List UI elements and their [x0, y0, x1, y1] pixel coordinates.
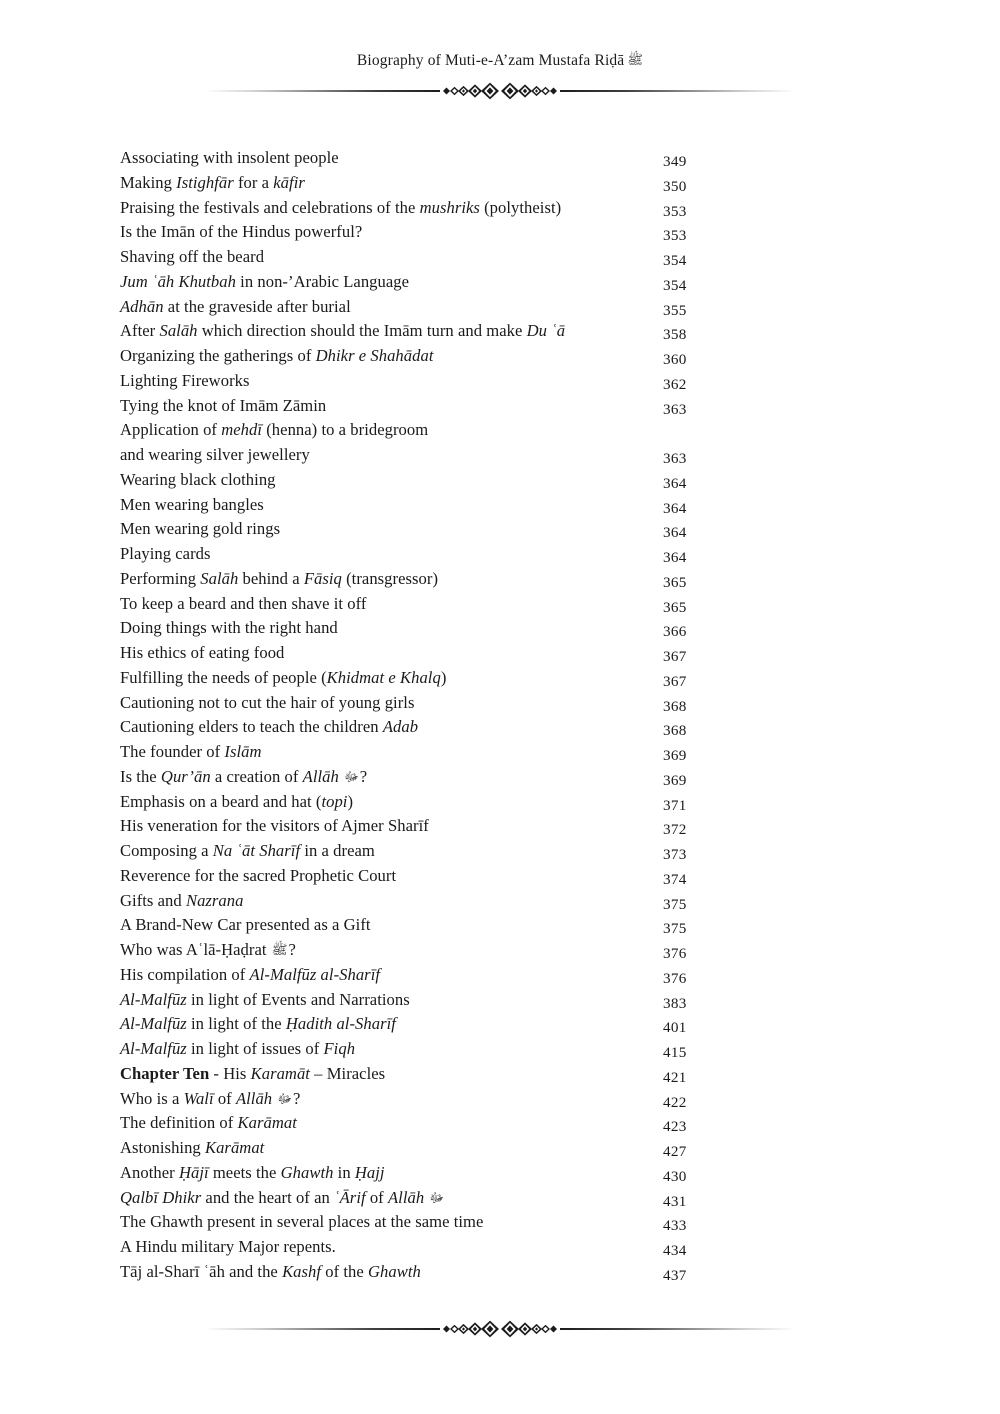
toc-entry-title: Application of mehdī (henna) to a bridegroom — [120, 420, 429, 440]
toc-entry-title: Who was Aʿlā-Ḥaḍrat ﷺ? — [120, 940, 296, 959]
rule-line-right — [560, 1328, 796, 1330]
toc-entry-page-number: 374 — [663, 870, 687, 888]
toc-entry-page-number: 354 — [663, 276, 687, 294]
toc-entry-title: and wearing silver jewellery — [120, 445, 310, 464]
toc-entry-page-number: 364 — [663, 474, 687, 492]
toc-entry-page-number: 358 — [663, 326, 687, 344]
toc-entry[interactable] — [120, 889, 760, 914]
toc-entry[interactable] — [120, 245, 760, 270]
toc-entry[interactable] — [120, 938, 760, 963]
toc-entry[interactable] — [120, 1260, 760, 1285]
toc-entry[interactable] — [120, 1111, 760, 1136]
toc-entry-page-number: 365 — [663, 573, 687, 591]
toc-entry-page-number: 423 — [663, 1118, 687, 1136]
toc-entry[interactable] — [120, 196, 760, 221]
table-of-contents — [120, 146, 760, 1285]
toc-entry-title: Is the Imān of the Hindus powerful? — [120, 222, 363, 242]
diamond-chain-ornament-icon — [441, 1319, 559, 1339]
toc-entry-page-number: 427 — [663, 1143, 687, 1160]
toc-entry-title: The Ghawth present in several places at the same time — [120, 1212, 484, 1232]
toc-entry-page-number: 367 — [663, 672, 687, 690]
toc-entry-page-number: 401 — [663, 1019, 687, 1037]
ornament-divider-top — [0, 78, 1000, 104]
toc-entry-title: Al-Malfūz in light of issues of Fiqh — [120, 1039, 356, 1058]
toc-entry-page-number: 376 — [663, 945, 687, 962]
toc-entry-page-number: 372 — [663, 821, 687, 839]
toc-entry-page-number: 375 — [663, 895, 687, 913]
toc-entry[interactable] — [120, 641, 760, 666]
toc-entry[interactable] — [120, 592, 760, 617]
toc-entry[interactable] — [120, 715, 760, 740]
toc-entry[interactable] — [120, 1210, 760, 1235]
toc-entry-page-number: 360 — [663, 351, 687, 368]
toc-entry[interactable] — [120, 1087, 760, 1112]
toc-entry-page-number: 437 — [663, 1266, 687, 1284]
toc-entry-page-number: 431 — [663, 1192, 687, 1210]
toc-entry[interactable] — [120, 418, 760, 443]
toc-entry[interactable] — [120, 1136, 760, 1161]
toc-entry[interactable] — [120, 517, 760, 542]
toc-entry-title: Emphasis on a beard and hat (topi) — [120, 791, 354, 811]
toc-entry-title: Wearing black clothing — [120, 469, 276, 489]
toc-entry[interactable] — [120, 369, 760, 394]
toc-entry-title: Performing Salāh behind a Fāsiq (transgressor) — [120, 568, 439, 588]
toc-entry-title: After Salāh which direction should the Imām turn and make Du ʿā — [120, 321, 566, 341]
toc-entry[interactable] — [120, 1186, 760, 1211]
toc-entry[interactable] — [120, 913, 760, 938]
toc-entry-page-number: 371 — [663, 796, 687, 814]
toc-entry[interactable] — [120, 1235, 760, 1260]
toc-entry-title: Tāj al-Sharī ʿāh and the Kashf of the Ghawth — [120, 1261, 421, 1281]
toc-entry-title: Shaving off the beard — [120, 247, 265, 266]
toc-entry[interactable] — [120, 542, 760, 567]
toc-entry-page-number: 375 — [663, 920, 687, 938]
toc-entry-title: Playing cards — [120, 544, 211, 563]
toc-entry[interactable] — [120, 963, 760, 988]
toc-entry-page-number: 353 — [663, 202, 687, 220]
toc-entry-page-number: 368 — [663, 722, 687, 740]
toc-entry[interactable] — [120, 864, 760, 889]
toc-entry[interactable] — [120, 1037, 760, 1062]
toc-entry-title: Chapter Ten - His Karamāt – Miracles — [120, 1063, 386, 1083]
toc-entry-title: Cautioning not to cut the hair of young girls — [120, 692, 415, 712]
toc-entry-title: Adhān at the graveside after burial — [120, 296, 351, 316]
toc-entry[interactable] — [120, 740, 760, 765]
toc-entry-title: Jum ʿāh Khutbah in non-’Arabic Language — [120, 271, 410, 291]
toc-entry-page-number: 364 — [663, 524, 687, 542]
running-header — [0, 52, 1000, 71]
toc-entry[interactable] — [120, 988, 760, 1013]
toc-entry-title: Making Istighfār for a kāfir — [120, 172, 305, 192]
toc-entry-title: His compilation of Al-Malfūz al-Sharīf — [120, 964, 381, 984]
toc-entry-title: Reverence for the sacred Prophetic Court — [120, 865, 397, 885]
toc-entry-page-number: 363 — [663, 400, 687, 418]
toc-entry[interactable] — [120, 839, 760, 864]
toc-entry-title: A Hindu military Major repents. — [120, 1237, 336, 1256]
toc-entry-page-number: 365 — [663, 598, 687, 616]
toc-entry-title: Praising the festivals and celebrations of the mushriks (polytheist) — [120, 197, 562, 217]
toc-entry-page-number: 366 — [663, 623, 687, 641]
toc-entry-page-number: 353 — [663, 227, 687, 245]
toc-entry[interactable] — [120, 468, 760, 493]
toc-entry-title: Tying the knot of Imām Zāmin — [120, 395, 327, 415]
toc-entry-page-number: 383 — [663, 994, 687, 1012]
toc-entry-title: Lighting Fireworks — [120, 370, 250, 390]
toc-entry-page-number: 433 — [663, 1217, 687, 1235]
toc-entry[interactable] — [120, 319, 760, 344]
toc-entry-title: Men wearing bangles — [120, 494, 264, 514]
toc-entry-page-number: 364 — [663, 549, 687, 566]
toc-entry[interactable] — [120, 394, 760, 419]
toc-entry-title: Is the Qur’ān a creation of Allāh ﷻ? — [120, 766, 368, 786]
toc-entry[interactable] — [120, 270, 760, 295]
toc-entry-page-number: 350 — [663, 177, 687, 195]
toc-entry-page-number: 422 — [663, 1093, 687, 1111]
toc-entry[interactable] — [120, 295, 760, 320]
toc-entry-title: To keep a beard and then shave it off — [120, 593, 367, 613]
toc-entry[interactable] — [120, 146, 760, 171]
toc-entry[interactable] — [120, 493, 760, 518]
toc-entry-page-number: 430 — [663, 1167, 687, 1185]
toc-entry-page-number: 369 — [663, 771, 687, 789]
toc-entry-page-number: 421 — [663, 1068, 687, 1086]
toc-entry-title: Al-Malfūz in light of the Ḥadith al-Sharīf — [120, 1014, 396, 1034]
toc-entry[interactable] — [120, 220, 760, 245]
rule-line-left — [204, 1328, 440, 1330]
toc-entry[interactable] — [120, 1062, 760, 1087]
toc-entry[interactable] — [120, 691, 760, 716]
toc-entry-title: The founder of Islām — [120, 742, 262, 761]
toc-entry-page-number: 373 — [663, 846, 687, 863]
toc-entry-title: Fulfilling the needs of people (Khidmat e Khalq) — [120, 667, 447, 687]
toc-entry-title: Who is a Walī of Allāh ﷻ? — [120, 1088, 301, 1108]
rule-line-right — [560, 90, 796, 92]
toc-entry-title: Composing a Na ʿāt Sharīf in a dream — [120, 841, 375, 860]
toc-entry-title: Cautioning elders to teach the children Adab — [120, 717, 419, 737]
toc-entry[interactable] — [120, 344, 760, 369]
running-header-title: Biography of Muti-e-A’zam Mustafa Riḍā — [356, 52, 625, 69]
toc-entry-title: A Brand-New Car presented as a Gift — [120, 915, 371, 935]
toc-entry-page-number: 362 — [663, 375, 687, 393]
toc-entry[interactable] — [120, 790, 760, 815]
toc-entry-title: His ethics of eating food — [120, 643, 285, 662]
toc-entry[interactable] — [120, 1161, 760, 1186]
toc-entry-page-number: 415 — [663, 1044, 687, 1061]
toc-entry[interactable] — [120, 616, 760, 641]
toc-entry-page-number: 367 — [663, 648, 687, 665]
toc-entry[interactable] — [120, 666, 760, 691]
toc-entry-title: Gifts and Nazrana — [120, 890, 244, 910]
toc-entry-page-number: 349 — [663, 153, 687, 170]
toc-entry-title: His veneration for the visitors of Ajmer Sharīf — [120, 816, 429, 836]
toc-entry-title: Al-Malfūz in light of Events and Narrations — [120, 989, 410, 1009]
toc-entry-title: Organizing the gatherings of Dhikr e Shahādat — [120, 346, 434, 365]
toc-entry-page-number: 355 — [663, 301, 687, 319]
rule-line-left — [204, 90, 440, 92]
ornament-divider-bottom — [0, 1316, 1000, 1342]
toc-entry-title: Doing things with the right hand — [120, 618, 338, 638]
toc-entry[interactable] — [120, 443, 760, 468]
honorific-glyph-icon: ﷺ — [627, 52, 644, 67]
toc-entry-title: The definition of Karāmat — [120, 1113, 297, 1133]
diamond-chain-ornament-icon — [441, 81, 559, 101]
toc-entry-page-number: 369 — [663, 747, 687, 764]
toc-entry-page-number: 364 — [663, 499, 687, 517]
toc-entry[interactable] — [120, 765, 760, 790]
toc-entry-page-number: 434 — [663, 1242, 687, 1259]
toc-entry-page-number: 354 — [663, 252, 687, 269]
toc-entry[interactable] — [120, 1012, 760, 1037]
toc-entry[interactable] — [120, 567, 760, 592]
toc-entry[interactable] — [120, 171, 760, 196]
toc-entry-title: Qalbī Dhikr and the heart of an ʿĀrif of Allāh ﷻ — [120, 1187, 445, 1207]
toc-entry-page-number: 368 — [663, 697, 687, 715]
toc-entry[interactable] — [120, 814, 760, 839]
toc-entry-title: Astonishing Karāmat — [120, 1138, 265, 1157]
toc-entry-page-number: 363 — [663, 450, 687, 467]
toc-entry-title: Associating with insolent people — [120, 148, 339, 167]
toc-entry-title: Men wearing gold rings — [120, 519, 281, 539]
toc-entry-page-number: 376 — [663, 969, 687, 987]
toc-entry-title: Another Ḥājī meets the Ghawth in Ḥajj — [120, 1162, 385, 1182]
